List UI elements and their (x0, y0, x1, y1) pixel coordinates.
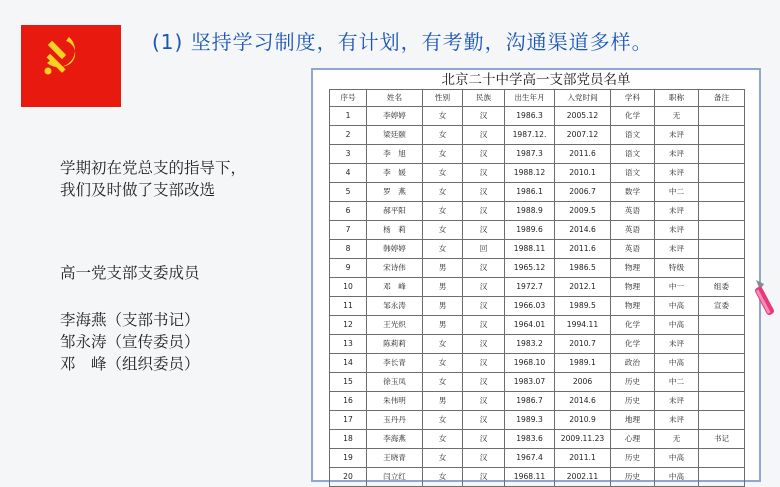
table-cell: 1988.11 (505, 240, 555, 259)
table-cell: 未评 (655, 202, 699, 221)
table-cell: 物理 (611, 259, 655, 278)
table-cell: 2002.11 (555, 468, 611, 487)
table-cell (699, 468, 745, 487)
table-cell: 1983.2 (505, 335, 555, 354)
table-cell: 地理 (611, 411, 655, 430)
table-cell (699, 316, 745, 335)
column-header: 入党时间 (555, 90, 611, 107)
table-cell (699, 259, 745, 278)
table-cell: 2011.6 (555, 240, 611, 259)
table-cell: 1983.07 (505, 373, 555, 392)
table-cell: 18 (330, 430, 367, 449)
table-row (330, 297, 745, 316)
table-cell: 韩婷婷 (367, 240, 423, 259)
table-row (330, 373, 745, 392)
table-cell: 2014.6 (555, 221, 611, 240)
table-cell: 1986.1 (505, 183, 555, 202)
table-cell: 陈莉莉 (367, 335, 423, 354)
table-cell: 中二 (655, 373, 699, 392)
intro-line: 我们及时做了支部改选 (60, 181, 216, 199)
table-cell: 5 (330, 183, 367, 202)
table-cell: 女 (423, 373, 463, 392)
table-row (330, 354, 745, 373)
table-cell: 1987.3 (505, 145, 555, 164)
table-cell: 化学 (611, 316, 655, 335)
member-item: 邹永涛（宣传委员） (60, 333, 200, 351)
table-cell: 中高 (655, 468, 699, 487)
table-row (330, 107, 745, 126)
column-header: 出生年月 (505, 90, 555, 107)
table-cell: 女 (423, 240, 463, 259)
table-cell (699, 221, 745, 240)
table-cell: 1964.01 (505, 316, 555, 335)
table-cell (699, 126, 745, 145)
table-cell: 语文 (611, 126, 655, 145)
table-cell: 汉 (463, 316, 505, 335)
table-cell: 1965.12 (505, 259, 555, 278)
table-cell: 特级 (655, 259, 699, 278)
table-cell: 李长青 (367, 354, 423, 373)
table-cell: 男 (423, 297, 463, 316)
table-row (330, 316, 745, 335)
table-cell: 1989.3 (505, 411, 555, 430)
table-cell: 女 (423, 183, 463, 202)
table-cell: 1967.4 (505, 449, 555, 468)
table-cell: 汉 (463, 126, 505, 145)
table-row (330, 126, 745, 145)
table-cell: 组委 (699, 278, 745, 297)
table-cell: 女 (423, 145, 463, 164)
table-cell: 英语 (611, 221, 655, 240)
table-cell: 2011.1 (555, 449, 611, 468)
table-cell: 徐玉凤 (367, 373, 423, 392)
table-cell: 10 (330, 278, 367, 297)
table-cell: 英语 (611, 240, 655, 259)
table-cell: 女 (423, 430, 463, 449)
table-cell: 汉 (463, 392, 505, 411)
table-cell: 2010.1 (555, 164, 611, 183)
table-cell: 女 (423, 107, 463, 126)
table-cell: 7 (330, 221, 367, 240)
pen-icon (752, 278, 778, 318)
table-cell: 6 (330, 202, 367, 221)
table-cell: 历史 (611, 373, 655, 392)
table-cell: 汉 (463, 221, 505, 240)
table-cell (699, 145, 745, 164)
table-row (330, 392, 745, 411)
table-cell: 语文 (611, 145, 655, 164)
table-cell: 17 (330, 411, 367, 430)
table-cell: 邓 峰 (367, 278, 423, 297)
member-item: 李海燕（支部书记） (60, 311, 200, 329)
column-header: 姓名 (367, 90, 423, 107)
table-cell: 1972.7 (505, 278, 555, 297)
table-cell: 李海燕 (367, 430, 423, 449)
table-cell: 宋诗伟 (367, 259, 423, 278)
table-cell: 无 (655, 430, 699, 449)
column-header: 学科 (611, 90, 655, 107)
table-cell: 8 (330, 240, 367, 259)
table-cell: 汉 (463, 411, 505, 430)
table-cell: 2010.7 (555, 335, 611, 354)
table-cell (699, 449, 745, 468)
table-cell: 男 (423, 259, 463, 278)
table-row (330, 468, 745, 487)
table-cell: 3 (330, 145, 367, 164)
table-cell: 1989.1 (555, 354, 611, 373)
table-cell: 化学 (611, 335, 655, 354)
table-row (330, 430, 745, 449)
table-cell: 女 (423, 449, 463, 468)
table-cell: 闫立红 (367, 468, 423, 487)
table-cell (699, 164, 745, 183)
table-cell: 1988.9 (505, 202, 555, 221)
table-cell: 1987.12. (505, 126, 555, 145)
table-cell: 男 (423, 392, 463, 411)
table-cell: 物理 (611, 297, 655, 316)
table-cell: 中高 (655, 297, 699, 316)
committee-heading: 高一党支部支委成员 (60, 264, 200, 282)
table-cell: 历史 (611, 468, 655, 487)
table-cell: 中一 (655, 278, 699, 297)
table-cell: 2011.6 (555, 145, 611, 164)
table-cell (699, 354, 745, 373)
table-cell: 中高 (655, 354, 699, 373)
table-cell (699, 373, 745, 392)
table-cell: 女 (423, 202, 463, 221)
table-cell (699, 107, 745, 126)
table-cell: 杨 莉 (367, 221, 423, 240)
table-cell: 中高 (655, 449, 699, 468)
table-cell: 1988.12 (505, 164, 555, 183)
table-cell: 未评 (655, 126, 699, 145)
table-row (330, 202, 745, 221)
table-cell: 2014.6 (555, 392, 611, 411)
sheet-title: 北京二十中学高一支部党员名单 (441, 72, 631, 88)
table-cell: 未评 (655, 392, 699, 411)
table-cell: 未评 (655, 164, 699, 183)
table-cell: 宣委 (699, 297, 745, 316)
table-row (330, 240, 745, 259)
table-cell: 心理 (611, 430, 655, 449)
table-cell: 2007.12 (555, 126, 611, 145)
table-cell: 历史 (611, 449, 655, 468)
table-cell: 语文 (611, 164, 655, 183)
table-cell: 汉 (463, 164, 505, 183)
table-cell: 未评 (655, 411, 699, 430)
party-emblem-flag (21, 25, 121, 107)
table-cell: 回 (463, 240, 505, 259)
table-cell: 1986.3 (505, 107, 555, 126)
table-cell: 2 (330, 126, 367, 145)
table-cell: 梁廷颐 (367, 126, 423, 145)
column-header: 民族 (463, 90, 505, 107)
table-cell: 1983.6 (505, 430, 555, 449)
table-cell: 女 (423, 468, 463, 487)
table-cell: 2009.11.23 (555, 430, 611, 449)
member-list-sheet (311, 68, 761, 482)
table-cell: 女 (423, 411, 463, 430)
table-cell: 化学 (611, 107, 655, 126)
table-row (330, 411, 745, 430)
table-row (330, 449, 745, 468)
table-cell: 2006.7 (555, 183, 611, 202)
table-cell: 2009.5 (555, 202, 611, 221)
intro-line: 学期初在党总支的指导下， (60, 159, 247, 177)
table-header-row (330, 90, 745, 107)
table-cell: 数学 (611, 183, 655, 202)
table-cell: 汉 (463, 259, 505, 278)
member-table (329, 89, 745, 487)
table-cell: 汉 (463, 183, 505, 202)
table-cell: 未评 (655, 145, 699, 164)
table-cell (699, 202, 745, 221)
table-cell: 朱伟明 (367, 392, 423, 411)
table-cell: 英语 (611, 202, 655, 221)
column-header: 序号 (330, 90, 367, 107)
table-cell: 李 媛 (367, 164, 423, 183)
table-cell: 汉 (463, 297, 505, 316)
table-cell: 20 (330, 468, 367, 487)
table-cell: 李 旭 (367, 145, 423, 164)
table-cell: 中高 (655, 316, 699, 335)
column-header: 职称 (655, 90, 699, 107)
table-cell (699, 183, 745, 202)
column-header: 性别 (423, 90, 463, 107)
table-cell: 女 (423, 335, 463, 354)
table-cell: 16 (330, 392, 367, 411)
table-cell: 1 (330, 107, 367, 126)
table-cell: 13 (330, 335, 367, 354)
table-cell: 男 (423, 278, 463, 297)
table-cell: 女 (423, 164, 463, 183)
table-cell: 王晓青 (367, 449, 423, 468)
table-cell: 2010.9 (555, 411, 611, 430)
table-cell: 郝平阳 (367, 202, 423, 221)
table-cell: 1989.5 (555, 297, 611, 316)
table-cell: 1966.03 (505, 297, 555, 316)
table-cell (699, 240, 745, 259)
table-cell: 女 (423, 126, 463, 145)
table-cell: 汉 (463, 335, 505, 354)
hammer-sickle-icon (39, 33, 85, 79)
table-cell: 邹永涛 (367, 297, 423, 316)
committee-members (60, 309, 200, 375)
table-cell: 无 (655, 107, 699, 126)
table-cell: 15 (330, 373, 367, 392)
table-cell: 汉 (463, 430, 505, 449)
table-row (330, 145, 745, 164)
table-row (330, 278, 745, 297)
table-cell: 未评 (655, 335, 699, 354)
table-cell: 1968.10 (505, 354, 555, 373)
table-cell: 汉 (463, 278, 505, 297)
table-cell (699, 392, 745, 411)
table-cell: 物理 (611, 278, 655, 297)
member-item: 邓 峰（组织委员） (60, 355, 200, 373)
slide-title: (1) 坚持学习制度，有计划，有考勤，沟通渠道多样。 (152, 30, 653, 54)
table-cell: 汉 (463, 202, 505, 221)
table-row (330, 183, 745, 202)
table-cell: 1989.6 (505, 221, 555, 240)
table-cell: 2012.1 (555, 278, 611, 297)
table-cell: 11 (330, 297, 367, 316)
table-cell: 汉 (463, 354, 505, 373)
table-cell: 4 (330, 164, 367, 183)
table-cell: 未评 (655, 221, 699, 240)
table-row (330, 221, 745, 240)
table-cell: 男 (423, 316, 463, 335)
table-cell: 1986.7 (505, 392, 555, 411)
table-cell: 1968.11 (505, 468, 555, 487)
table-row (330, 335, 745, 354)
table-cell: 9 (330, 259, 367, 278)
table-cell: 未评 (655, 240, 699, 259)
intro-text (60, 157, 246, 201)
table-cell: 1986.5 (555, 259, 611, 278)
table-row (330, 164, 745, 183)
table-cell (699, 335, 745, 354)
table-cell: 政治 (611, 354, 655, 373)
table-cell: 2006 (555, 373, 611, 392)
table-cell: 中二 (655, 183, 699, 202)
table-cell: 李婷婷 (367, 107, 423, 126)
table-cell: 历史 (611, 392, 655, 411)
table-cell: 玉丹丹 (367, 411, 423, 430)
table-cell: 汉 (463, 107, 505, 126)
table-cell: 汉 (463, 468, 505, 487)
table-cell (699, 411, 745, 430)
table-row (330, 259, 745, 278)
table-cell: 14 (330, 354, 367, 373)
table-cell: 王光炽 (367, 316, 423, 335)
table-cell: 1994.11 (555, 316, 611, 335)
table-cell: 汉 (463, 449, 505, 468)
column-header: 备注 (699, 90, 745, 107)
table-cell: 汉 (463, 145, 505, 164)
table-cell: 女 (423, 354, 463, 373)
table-cell: 罗 燕 (367, 183, 423, 202)
table-cell: 12 (330, 316, 367, 335)
table-cell: 汉 (463, 373, 505, 392)
table-cell: 2005.12 (555, 107, 611, 126)
table-cell: 书记 (699, 430, 745, 449)
table-cell: 19 (330, 449, 367, 468)
table-cell: 女 (423, 221, 463, 240)
